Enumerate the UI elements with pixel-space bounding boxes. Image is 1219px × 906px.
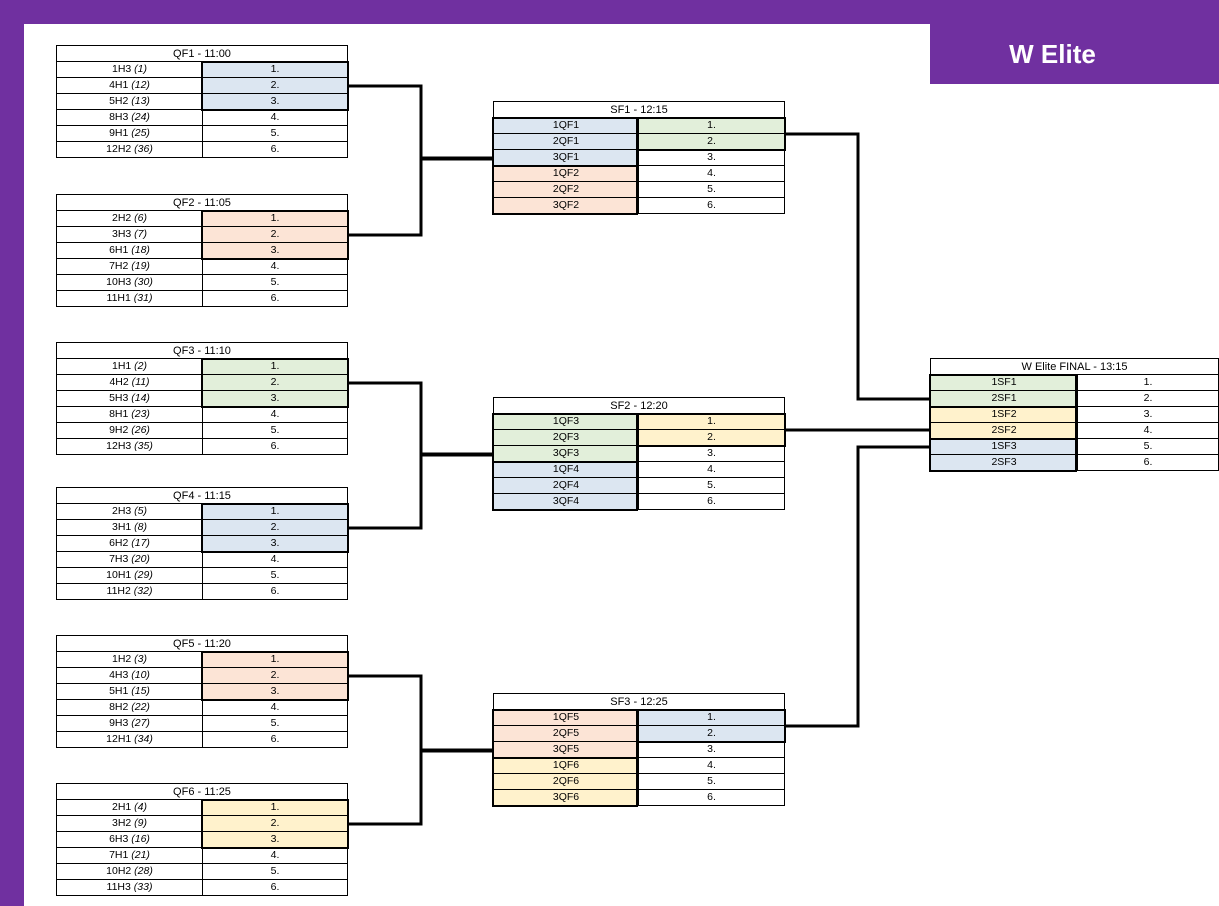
- table-row: [930, 407, 1219, 423]
- qf1-table-header: QF1 - 11:00: [56, 45, 348, 62]
- team-code: 12H2: [106, 143, 132, 155]
- team-code: 10H1: [106, 569, 132, 581]
- team-code: 2SF2: [991, 424, 1017, 436]
- team-code: 8H3: [109, 111, 129, 123]
- team-code: 2H3: [111, 505, 132, 517]
- team-cell: [930, 423, 1077, 439]
- place-cell: 5.: [202, 423, 348, 439]
- page-frame-top: [0, 0, 1219, 24]
- team-seed: (20): [131, 553, 150, 565]
- team-cell: [56, 391, 202, 407]
- qf6-table-header: QF6 - 11:25: [56, 783, 348, 800]
- team-code: 1QF6: [552, 759, 580, 771]
- team-cell: [493, 774, 638, 790]
- place-cell: 4.: [202, 110, 348, 126]
- team-code: 1QF4: [552, 463, 580, 475]
- team-cell: [493, 118, 638, 134]
- team-seed: (19): [131, 260, 150, 272]
- sf3-table-header: SF3 - 12:25: [493, 693, 785, 710]
- team-cell: [56, 227, 202, 243]
- team-cell: [56, 78, 202, 94]
- table-row: [930, 391, 1219, 407]
- place-cell: 4.: [202, 552, 348, 568]
- table-row: [56, 800, 348, 816]
- team-code: 2H2: [111, 212, 132, 224]
- place-cell: 2.: [1077, 391, 1219, 407]
- table-row: [493, 742, 785, 758]
- table-row: [493, 430, 785, 446]
- team-seed: (30): [134, 276, 153, 288]
- team-seed: (14): [131, 392, 150, 404]
- table-row: [930, 423, 1219, 439]
- team-code: 1QF3: [552, 415, 580, 427]
- team-seed: (27): [131, 717, 150, 729]
- place-cell: 2.: [202, 78, 348, 94]
- place-cell: 5.: [202, 568, 348, 584]
- team-seed: (16): [131, 833, 150, 845]
- table-row: [493, 478, 785, 494]
- place-cell: 1.: [638, 414, 785, 430]
- place-cell: 4.: [202, 259, 348, 275]
- team-seed: (11): [131, 376, 150, 388]
- team-cell: [56, 423, 202, 439]
- team-seed: (23): [131, 408, 150, 420]
- team-code: 11H3: [106, 881, 131, 893]
- team-code: 7H2: [109, 260, 129, 272]
- table-row: [56, 504, 348, 520]
- table-row: [56, 864, 348, 880]
- team-cell: [56, 864, 202, 880]
- team-code: 1SF1: [991, 376, 1017, 388]
- team-code: 4H3: [109, 669, 129, 681]
- team-code: 2SF3: [991, 456, 1017, 468]
- table-row: [56, 816, 348, 832]
- team-cell: [56, 732, 202, 748]
- team-code: 11H1: [106, 292, 131, 304]
- table-row: [56, 684, 348, 700]
- team-cell: [930, 375, 1077, 391]
- team-cell: [56, 504, 202, 520]
- team-cell: [56, 552, 202, 568]
- team-code: 3QF3: [552, 447, 580, 459]
- place-cell: 6.: [202, 584, 348, 600]
- team-cell: [493, 758, 638, 774]
- team-code: 2QF3: [552, 431, 580, 443]
- place-cell: 6.: [1077, 455, 1219, 471]
- team-code: 2QF6: [552, 775, 580, 787]
- team-code: 2H1: [111, 801, 132, 813]
- place-cell: 2.: [202, 375, 348, 391]
- team-cell: [56, 700, 202, 716]
- team-seed: (28): [134, 865, 153, 877]
- table-row: [493, 182, 785, 198]
- place-cell: 1.: [202, 800, 348, 816]
- team-seed: (1): [134, 63, 148, 75]
- place-cell: 1.: [202, 652, 348, 668]
- team-cell: [56, 536, 202, 552]
- team-cell: [930, 407, 1077, 423]
- team-cell: [56, 520, 202, 536]
- place-cell: 5.: [638, 774, 785, 790]
- team-cell: [56, 880, 202, 896]
- team-cell: [930, 455, 1077, 471]
- team-cell: [56, 668, 202, 684]
- place-cell: 3.: [202, 243, 348, 259]
- table-row: [56, 848, 348, 864]
- table-row: [56, 275, 348, 291]
- team-cell: [56, 407, 202, 423]
- table-row: [56, 227, 348, 243]
- table-row: [493, 758, 785, 774]
- team-code: 5H3: [109, 392, 129, 404]
- team-code: 2SF1: [991, 392, 1017, 404]
- team-cell: [56, 584, 202, 600]
- place-cell: 2.: [638, 726, 785, 742]
- table-row: [56, 62, 348, 78]
- team-cell: [56, 652, 202, 668]
- table-row: [56, 78, 348, 94]
- team-seed: (2): [134, 360, 148, 372]
- team-cell: [56, 568, 202, 584]
- table-row: [493, 198, 785, 214]
- team-code: 4H2: [109, 376, 129, 388]
- team-cell: [56, 142, 202, 158]
- team-code: 2QF4: [552, 479, 580, 491]
- table-row: [56, 243, 348, 259]
- team-code: 1H1: [111, 360, 132, 372]
- team-seed: (36): [134, 143, 153, 155]
- team-code: 6H2: [109, 537, 129, 549]
- team-cell: [493, 478, 638, 494]
- team-cell: [930, 439, 1077, 455]
- team-seed: (8): [134, 521, 148, 533]
- place-cell: 6.: [638, 198, 785, 214]
- table-row: [56, 375, 348, 391]
- title-banner: [930, 24, 1219, 84]
- table-row: [56, 211, 348, 227]
- place-cell: 5.: [1077, 439, 1219, 455]
- place-cell: 5.: [202, 275, 348, 291]
- team-seed: (29): [134, 569, 153, 581]
- place-cell: 4.: [638, 462, 785, 478]
- team-seed: (17): [131, 537, 150, 549]
- qf3-table-header: QF3 - 11:10: [56, 342, 348, 359]
- team-code: 1H3: [111, 63, 132, 75]
- place-cell: 3.: [202, 94, 348, 110]
- place-cell: 2.: [202, 668, 348, 684]
- team-code: 5H2: [109, 95, 129, 107]
- team-cell: [493, 430, 638, 446]
- team-code: 3H2: [111, 817, 132, 829]
- team-seed: (32): [133, 585, 153, 597]
- connector-qf4: [349, 455, 493, 528]
- place-cell: 6.: [638, 790, 785, 806]
- place-cell: 6.: [202, 439, 348, 455]
- place-cell: 1.: [638, 710, 785, 726]
- team-code: 8H2: [109, 701, 129, 713]
- team-seed: (26): [131, 424, 150, 436]
- team-seed: (22): [131, 701, 150, 713]
- place-cell: 1.: [202, 359, 348, 375]
- place-cell: 2.: [202, 520, 348, 536]
- team-seed: (31): [133, 292, 153, 304]
- team-seed: (4): [134, 801, 148, 813]
- team-cell: [56, 816, 202, 832]
- table-row: [493, 446, 785, 462]
- table-row: [930, 375, 1219, 391]
- table-row: [56, 423, 348, 439]
- place-cell: 6.: [202, 291, 348, 307]
- place-cell: 4.: [202, 700, 348, 716]
- team-code: 12H1: [106, 733, 132, 745]
- place-cell: 1.: [638, 118, 785, 134]
- team-code: 10H2: [106, 865, 132, 877]
- team-cell: [56, 110, 202, 126]
- place-cell: 5.: [202, 716, 348, 732]
- table-row: [493, 118, 785, 134]
- connector-qf3: [349, 383, 493, 454]
- place-cell: 4.: [1077, 423, 1219, 439]
- place-cell: 1.: [202, 62, 348, 78]
- team-code: 9H1: [109, 127, 129, 139]
- team-seed: (15): [131, 685, 150, 697]
- table-row: [493, 774, 785, 790]
- team-code: 3H3: [111, 228, 132, 240]
- table-row: [56, 652, 348, 668]
- team-code: 7H3: [109, 553, 129, 565]
- team-code: 3QF6: [552, 791, 580, 803]
- team-code: 4H1: [109, 79, 129, 91]
- team-code: 1QF5: [552, 711, 580, 723]
- team-code: 5H1: [109, 685, 129, 697]
- team-cell: [56, 275, 202, 291]
- table-row: [56, 832, 348, 848]
- table-row: [493, 134, 785, 150]
- place-cell: 3.: [202, 536, 348, 552]
- place-cell: 4.: [202, 407, 348, 423]
- team-code: 2QF5: [552, 727, 580, 739]
- place-cell: 3.: [638, 742, 785, 758]
- table-row: [493, 462, 785, 478]
- team-cell: [56, 211, 202, 227]
- table-row: [56, 520, 348, 536]
- place-cell: 3.: [202, 832, 348, 848]
- team-code: 3QF2: [552, 199, 580, 211]
- team-cell: [56, 848, 202, 864]
- team-seed: (3): [134, 653, 148, 665]
- team-code: 3QF4: [552, 495, 580, 507]
- table-row: [56, 700, 348, 716]
- table-row: [56, 94, 348, 110]
- team-code: 8H1: [109, 408, 129, 420]
- team-cell: [56, 832, 202, 848]
- team-code: 2QF2: [552, 183, 580, 195]
- place-cell: 6.: [638, 494, 785, 510]
- table-row: [493, 726, 785, 742]
- table-row: [493, 150, 785, 166]
- table-row: [56, 142, 348, 158]
- table-row: [493, 710, 785, 726]
- team-cell: [493, 462, 638, 478]
- team-cell: [493, 414, 638, 430]
- team-code: 3QF1: [552, 151, 580, 163]
- team-cell: [493, 134, 638, 150]
- place-cell: 2.: [638, 134, 785, 150]
- team-code: 6H3: [109, 833, 129, 845]
- place-cell: 5.: [638, 478, 785, 494]
- team-seed: (10): [131, 669, 150, 681]
- team-code: 1SF2: [991, 408, 1017, 420]
- team-seed: (13): [131, 95, 150, 107]
- team-cell: [56, 716, 202, 732]
- team-cell: [56, 800, 202, 816]
- team-code: 10H3: [106, 276, 132, 288]
- connector-qf5: [349, 676, 493, 750]
- qf4-table-header: QF4 - 11:15: [56, 487, 348, 504]
- team-cell: [493, 198, 638, 214]
- table-row: [493, 166, 785, 182]
- table-row: [493, 414, 785, 430]
- team-cell: [493, 790, 638, 806]
- team-seed: (35): [134, 440, 153, 452]
- table-row: [56, 259, 348, 275]
- team-cell: [930, 391, 1077, 407]
- place-cell: 1.: [202, 504, 348, 520]
- team-seed: (9): [134, 817, 148, 829]
- team-cell: [56, 439, 202, 455]
- team-cell: [493, 742, 638, 758]
- team-seed: (12): [131, 79, 150, 91]
- place-cell: 4.: [202, 848, 348, 864]
- connector-sf3: [786, 447, 930, 726]
- place-cell: 5.: [638, 182, 785, 198]
- team-seed: (5): [134, 505, 148, 517]
- place-cell: 6.: [202, 142, 348, 158]
- team-code: 3QF5: [552, 743, 580, 755]
- table-row: [930, 439, 1219, 455]
- place-cell: 1.: [1077, 375, 1219, 391]
- team-code: 11H2: [106, 585, 131, 597]
- connector-qf6: [349, 751, 493, 824]
- team-cell: [56, 243, 202, 259]
- table-row: [56, 584, 348, 600]
- team-seed: (34): [134, 733, 153, 745]
- table-row: [56, 552, 348, 568]
- team-cell: [56, 94, 202, 110]
- connector-qf2: [349, 159, 493, 235]
- team-code: 1H2: [111, 653, 132, 665]
- sf2-table-header: SF2 - 12:20: [493, 397, 785, 414]
- team-code: 2QF1: [552, 135, 580, 147]
- team-cell: [493, 446, 638, 462]
- place-cell: 4.: [638, 758, 785, 774]
- team-cell: [56, 375, 202, 391]
- place-cell: 3.: [638, 446, 785, 462]
- team-code: 1QF1: [552, 119, 580, 131]
- place-cell: 5.: [202, 864, 348, 880]
- team-cell: [493, 726, 638, 742]
- table-row: [493, 790, 785, 806]
- team-seed: (25): [131, 127, 150, 139]
- team-seed: (33): [133, 881, 153, 893]
- table-row: [56, 110, 348, 126]
- table-row: [56, 716, 348, 732]
- qf5-table-header: QF5 - 11:20: [56, 635, 348, 652]
- table-row: [56, 439, 348, 455]
- table-row: [56, 568, 348, 584]
- place-cell: 3.: [202, 684, 348, 700]
- team-cell: [56, 359, 202, 375]
- connector-sf1: [786, 134, 930, 399]
- table-row: [56, 126, 348, 142]
- team-code: 1QF2: [552, 167, 580, 179]
- place-cell: 3.: [202, 391, 348, 407]
- place-cell: 3.: [638, 150, 785, 166]
- table-row: [56, 668, 348, 684]
- table-row: [56, 536, 348, 552]
- qf2-table-header: QF2 - 11:05: [56, 194, 348, 211]
- team-code: 7H1: [109, 849, 129, 861]
- team-cell: [493, 150, 638, 166]
- place-cell: 6.: [202, 732, 348, 748]
- team-seed: (6): [134, 212, 148, 224]
- page-frame-left: [0, 0, 24, 906]
- team-cell: [493, 710, 638, 726]
- team-cell: [56, 62, 202, 78]
- team-cell: [56, 126, 202, 142]
- sf1-table-header: SF1 - 12:15: [493, 101, 785, 118]
- table-row: [56, 391, 348, 407]
- table-row: [56, 732, 348, 748]
- connector-qf1: [349, 86, 493, 158]
- team-seed: (21): [131, 849, 150, 861]
- place-cell: 4.: [638, 166, 785, 182]
- table-row: [56, 291, 348, 307]
- team-code: 9H2: [109, 424, 129, 436]
- team-cell: [56, 684, 202, 700]
- team-seed: (7): [134, 228, 148, 240]
- team-code: 9H3: [109, 717, 129, 729]
- team-code: 3H1: [111, 521, 132, 533]
- place-cell: 5.: [202, 126, 348, 142]
- final-table-header: W Elite FINAL - 13:15: [930, 358, 1219, 375]
- team-code: 12H3: [106, 440, 132, 452]
- table-row: [493, 494, 785, 510]
- team-cell: [493, 182, 638, 198]
- team-seed: (18): [131, 244, 150, 256]
- team-cell: [56, 291, 202, 307]
- place-cell: 2.: [202, 816, 348, 832]
- team-cell: [493, 166, 638, 182]
- place-cell: 2.: [202, 227, 348, 243]
- table-row: [56, 359, 348, 375]
- table-row: [930, 455, 1219, 471]
- team-cell: [56, 259, 202, 275]
- team-cell: [493, 494, 638, 510]
- place-cell: 1.: [202, 211, 348, 227]
- page-title: W Elite: [1009, 38, 1096, 69]
- place-cell: 2.: [638, 430, 785, 446]
- table-row: [56, 407, 348, 423]
- team-code: 6H1: [109, 244, 129, 256]
- place-cell: 3.: [1077, 407, 1219, 423]
- team-seed: (24): [131, 111, 150, 123]
- table-row: [56, 880, 348, 896]
- place-cell: 6.: [202, 880, 348, 896]
- team-code: 1SF3: [991, 440, 1017, 452]
